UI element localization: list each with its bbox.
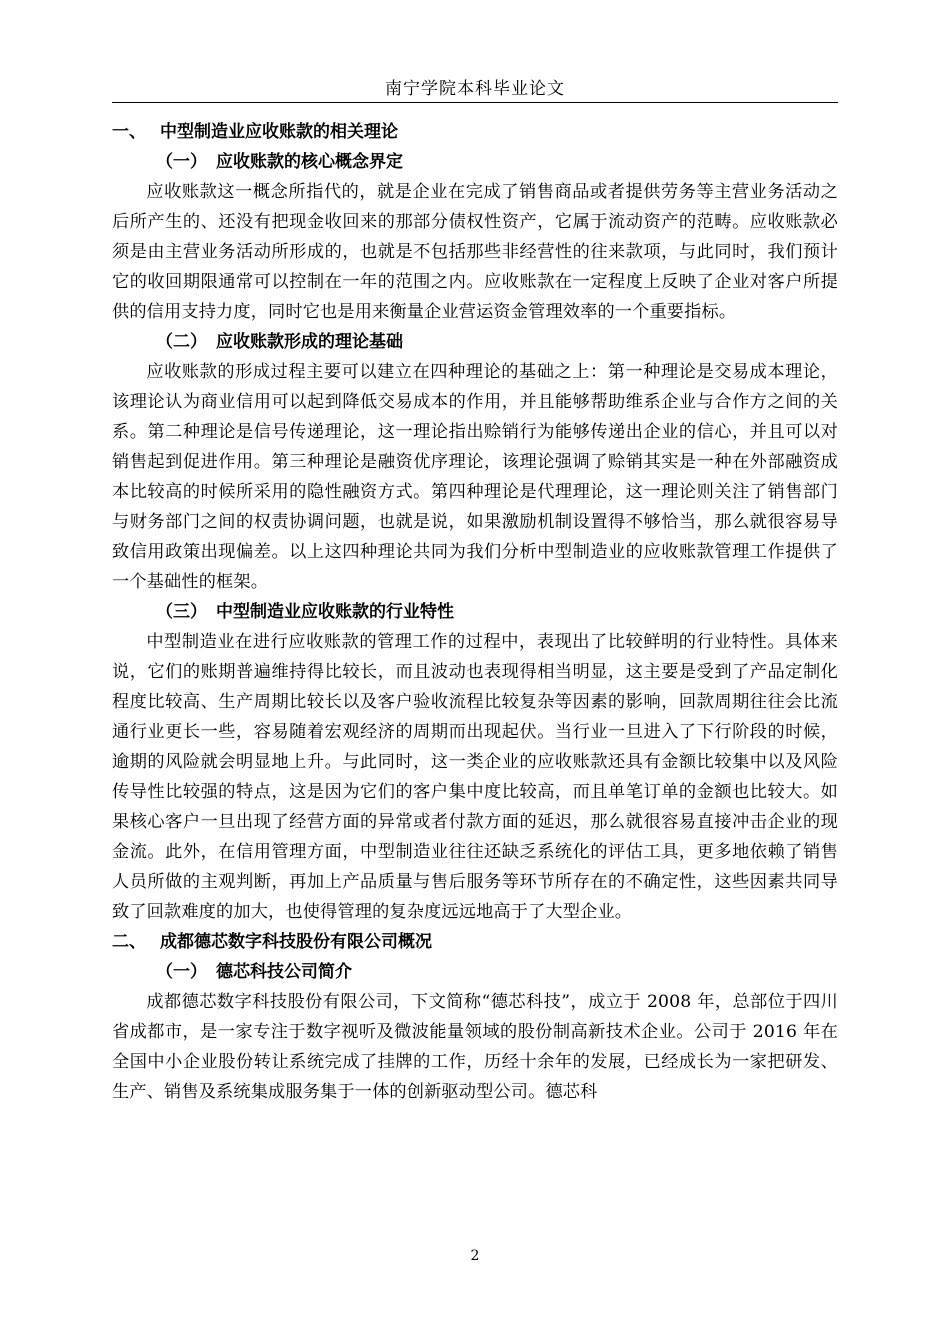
subsection-heading-1-1 bbox=[112, 147, 838, 177]
section-heading-2 bbox=[112, 927, 838, 957]
subsection-number: （三） bbox=[156, 602, 207, 622]
subsection-number: （一） bbox=[156, 152, 207, 172]
page-number: 2 bbox=[470, 1248, 480, 1264]
subsection-title: 应收账款形成的理论基础 bbox=[216, 332, 403, 352]
paragraph-2: 应收账款的形成过程主要可以建立在四种理论的基础之上：第一种理论是交易成本理论，该理论认为商业信用可以起到降低交易成本的作用，并且能够帮助维系企业与合作方之间的关系。第二种理论是信号传递理论，这一理论指出赊销行为能够传递出企业的信心，并且可以对销售起到促进作用。第三种理论是融资优序理论，该理论强调了赊销其实是一种在外部融资成本比较高的时候所采用的隐性融资方式。第四种理论是代理理论，这一理论则关注了销售部门与财务部门之间的权责协调问题，也就是说，如果激励机制设置得不够恰当，那么就很容易导致信用政策出现偏差。以上这四种理论共同为我们分析中型制造业的应收账款管理工作提供了一个基础性的框架。 bbox=[112, 362, 838, 592]
subsection-number: （二） bbox=[156, 332, 207, 352]
section-title: 中型制造业应收账款的相关理论 bbox=[160, 122, 398, 142]
subsection-heading-2-1 bbox=[112, 957, 838, 987]
section-heading-1 bbox=[112, 117, 838, 147]
paragraph-4: 成都德芯数字科技股份有限公司，下文简称“德芯科技”，成立于 2008 年，总部位于四川省成都市，是一家专注于数字视听及微波能量领域的股份制高新技术企业。公司于 2016 年在全国中小企业股份转让系统完成了挂牌的工作，历经十余年的发展，已经成长为一家把研发、生产、销售及系统集成服务集于一体的创新驱动型公司。德芯科 bbox=[112, 992, 838, 1102]
subsection-number: （一） bbox=[156, 962, 207, 982]
header-divider bbox=[112, 102, 838, 103]
paragraph-3: 中型制造业在进行应收账款的管理工作的过程中，表现出了比较鲜明的行业特性。具体来说，它们的账期普遍维持得比较长，而且波动也表现得相当明显，这主要是受到了产品定制化程度比较高、生产周期比较长以及客户验收流程比较复杂等因素的影响，回款周期往往会比流通行业更长一些，容易随着宏观经济的周期而出现起伏。当行业一旦进入了下行阶段的时候，逾期的风险就会明显地上升。与此同时，这一类企业的应收账款还具有金额比较集中以及风险传导性比较强的特点，这是因为它们的客户集中度比较高，而且单笔订单的金额也比较大。如果核心客户一旦出现了经营方面的异常或者付款方面的延迟，那么就很容易直接冲击企业的现金流。此外，在信用管理方面，中型制造业往往还缺乏系统化的评估工具，更多地依赖了销售人员所做的主观判断，再加上产品质量与售后服务等环节所存在的不确定性，这些因素共同导致了回款难度的加大，也使得管理的复杂度远远地高于了大型企业。 bbox=[112, 632, 838, 922]
document-body bbox=[112, 117, 838, 1107]
section-number: 二、 bbox=[112, 932, 146, 952]
page-header-title: 南宁学院本科毕业论文 bbox=[385, 79, 565, 99]
section-title: 成都德芯数字科技股份有限公司概况 bbox=[160, 932, 432, 952]
subsection-title: 德芯科技公司简介 bbox=[216, 962, 352, 982]
section-number: 一、 bbox=[112, 122, 146, 142]
subsection-title: 中型制造业应收账款的行业特性 bbox=[216, 602, 454, 622]
subsection-heading-1-2 bbox=[112, 327, 838, 357]
paragraph-1: 应收账款这一概念所指代的，就是企业在完成了销售商品或者提供劳务等主营业务活动之后所产生的、还没有把现金收回来的那部分债权性资产，它属于流动资产的范畴。应收账款必须是由主营业务活动所形成的，也就是不包括那些非经营性的往来款项，与此同时，我们预计它的收回期限通常可以控制在一年的范围之内。应收账款在一定程度上反映了企业对客户所提供的信用支持力度，同时它也是用来衡量企业营运资金管理效率的一个重要指标。 bbox=[112, 182, 838, 322]
subsection-title: 应收账款的核心概念界定 bbox=[216, 152, 403, 172]
subsection-heading-1-3 bbox=[112, 597, 838, 627]
